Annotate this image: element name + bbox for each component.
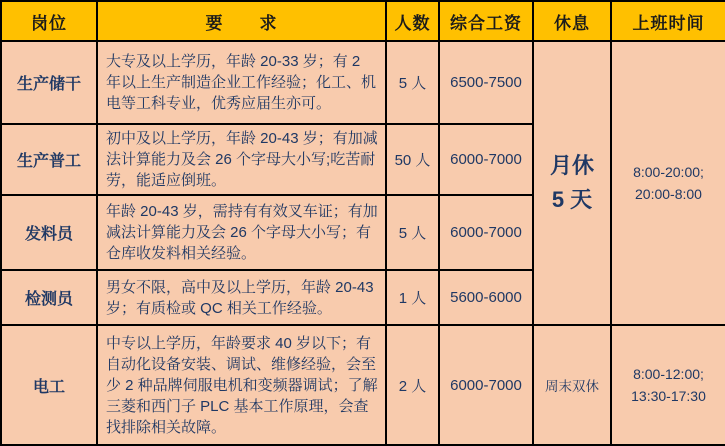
rest-line-2: 5 天: [551, 187, 593, 212]
cell-position: 发料员: [1, 195, 97, 270]
cell-requirements: 大专及以上学历，年龄 20-33 岁；有 2 年以上生产制造企业工作经验；化工、机电等工科专业，优秀应届生亦可。: [97, 41, 386, 124]
header-schedule: 上班时间: [611, 1, 725, 41]
cell-schedule-merged: [611, 41, 725, 325]
cell-salary: 6000-7000: [439, 195, 533, 270]
schedule-line-2: 20:00-8:00: [635, 186, 702, 202]
cell-position: 生产普工: [1, 124, 97, 195]
header-requirements: 要 求: [97, 1, 386, 41]
cell-headcount: 1 人: [386, 270, 439, 325]
cell-salary: 6500-7500: [439, 41, 533, 124]
cell-salary: 5600-6000: [439, 270, 533, 325]
cell-position: 电工: [1, 325, 97, 445]
header-row: [1, 1, 725, 41]
cell-headcount: 2 人: [386, 325, 439, 445]
schedule-line-1: 8:00-20:00;: [633, 164, 704, 180]
header-position: 岗位: [1, 1, 97, 41]
cell-headcount: 5 人: [386, 41, 439, 124]
rest-line-1: 月休: [549, 153, 594, 178]
schedule-line-2: 13:30-17:30: [631, 388, 706, 404]
cell-schedule: [611, 325, 725, 445]
cell-headcount: 50 人: [386, 124, 439, 195]
cell-requirements: 初中及以上学历，年龄 20-43 岁；有加减法计算能力及会 26 个字母大小写;吃苦耐劳，能适应倒班。: [97, 124, 386, 195]
cell-salary: 6000-7000: [439, 124, 533, 195]
cell-requirements: 年龄 20-43 岁，需持有有效叉车证；有加减法计算能力及会 26 个字母大小写；有仓库收发料相关经验。: [97, 195, 386, 270]
table-row: [1, 325, 725, 445]
cell-position: 生产储干: [1, 41, 97, 124]
header-headcount: 人数: [386, 1, 439, 41]
cell-requirements: 中专以上学历，年龄要求 40 岁以下；有自动化设备安装、调试、维修经验，会至少 2 种品牌伺服电机和变频器调试；了解三菱和西门子 PLC 基本工作原理，会查找排除相关故障。: [97, 325, 386, 445]
cell-headcount: 5 人: [386, 195, 439, 270]
header-rest: 休息: [533, 1, 611, 41]
cell-salary: 6000-7000: [439, 325, 533, 445]
cell-requirements: 男女不限，高中及以上学历，年龄 20-43 岁；有质检或 QC 相关工作经验。: [97, 270, 386, 325]
cell-rest-merged: [533, 41, 611, 325]
cell-position: 检测员: [1, 270, 97, 325]
cell-rest: 周末双休: [533, 325, 611, 445]
header-salary: 综合工资: [439, 1, 533, 41]
schedule-line-1: 8:00-12:00;: [633, 366, 704, 382]
table-row: [1, 41, 725, 124]
